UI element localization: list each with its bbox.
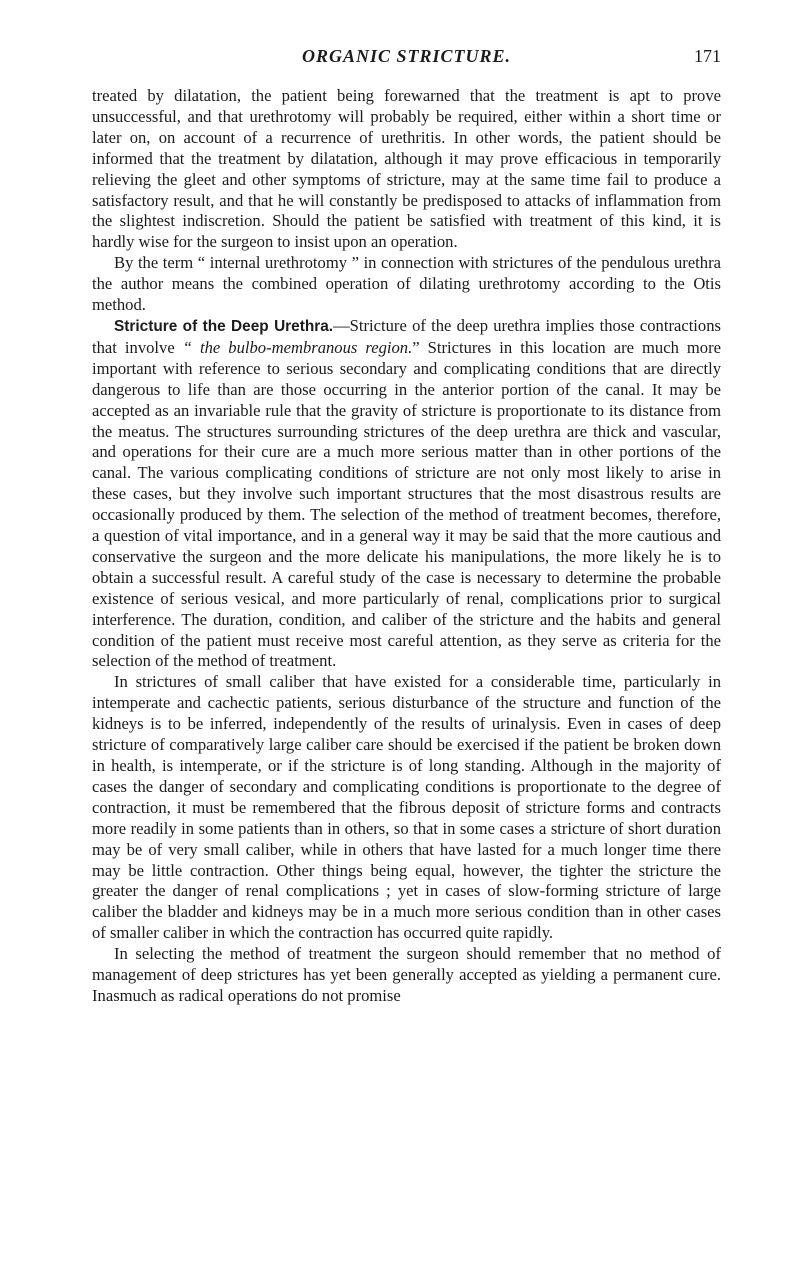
paragraph-4: In strictures of small caliber that have existed for a considerable time, particularly in intemperate and cachectic patients, serious disturbance of the structure and function of the kidneys is to be inferred, independently of the results of urinalysis. Even in cases of deep stricture of comparatively large caliber care should be exercised if the patient be broken down in health, is intemperate, or if the stricture is of long standing. Although in the majority of cases the danger of secondary and complicating conditions is proportionate to the degree of contraction, it must be remembered that the fibrous deposit of stricture forms and contracts more readily in some patients than in others, so that in some cases a stricture of short duration may be of very small caliber, while in others that have lasted for a much longer time there may be little contraction. Other things being equal, however, the tighter the stricture the greater the danger of renal complications ; yet in cases of slow-forming stricture of large caliber the bladder and kidneys may be in a much more serious condition than in other cases of smaller caliber in which the contraction has occurred quite rapidly. (92, 672, 721, 943)
running-header (92, 46, 721, 72)
running-title: ORGANIC STRICTURE. (301, 46, 512, 66)
paragraph-3-text-before: —Stricture of the deep urethra implies those contractions that involve (92, 315, 721, 357)
paragraph-2: By the term “ internal urethrotomy ” in connection with strictures of the pendulous urethra the author means the combined operation of dilating urethrotomy according to the Otis method. (92, 253, 721, 315)
paragraph-3-italic: “ the bulbo-membranous region. (182, 337, 413, 357)
paragraph-1: treated by dilatation, the patient being forewarned that the treatment is apt to prove unsuccessful, and that urethrotomy will probably be required, either within a short time or later on, on account of a recurrence of urethritis. In other words, the patient should be informed that the treatment by dilatation, although it may prove efficacious in temporarily relieving the gleet and other symptoms of stricture, may at the same time fail to produce a satisfactory result, and that he will constantly be predisposed to attacks of inflammation from the slightest indiscretion. Should the patient be satisfied with treatment of this kind, it is hardly wise for the surgeon to insist upon an operation. (92, 86, 721, 252)
paragraph-5: In selecting the method of treatment the surgeon should remember that no method of management of deep strictures has yet been generally accepted as yielding a permanent cure. Inasmuch as radical operations do not promise (92, 944, 721, 1005)
body-text (92, 86, 721, 1007)
book-page (92, 46, 721, 1007)
section-heading: Stricture of the Deep Urethra. (114, 317, 334, 335)
page-number: 171 (694, 46, 721, 66)
paragraph-3-text-after: ” Strictures in this location are much more important with reference to serious secondary and complicating conditions that are directly dangerous to life than are those occurring in the anterior portion of the canal. It may be accepted as an invariable rule that the gravity of stricture is proportionate to its distance from the meatus. The structures surrounding strictures of the deep urethra are thick and vascular, and operations for their cure are a much more serious matter than in other portions of the canal. The various complicating conditions of stricture are not only most likely to arise in these cases, but they involve such important structures that the most disastrous results are occasionally produced by them. The selection of the method of treatment becomes, therefore, a question of vital importance, and in a general way it may be said that the more cautious and conservative the surgeon and the more delicate his manipulations, the more likely he is to obtain a successful result. A careful study of the case is necessary to determine the probable existence of serious vesical, and more particularly of renal, complications prior to surgical interference. The duration, condition, and caliber of the stricture and the habits and general condition of the patient must receive most careful attention, as they serve as criteria for the selection of the method of treatment. (92, 337, 721, 671)
paragraph-3 (92, 316, 721, 672)
